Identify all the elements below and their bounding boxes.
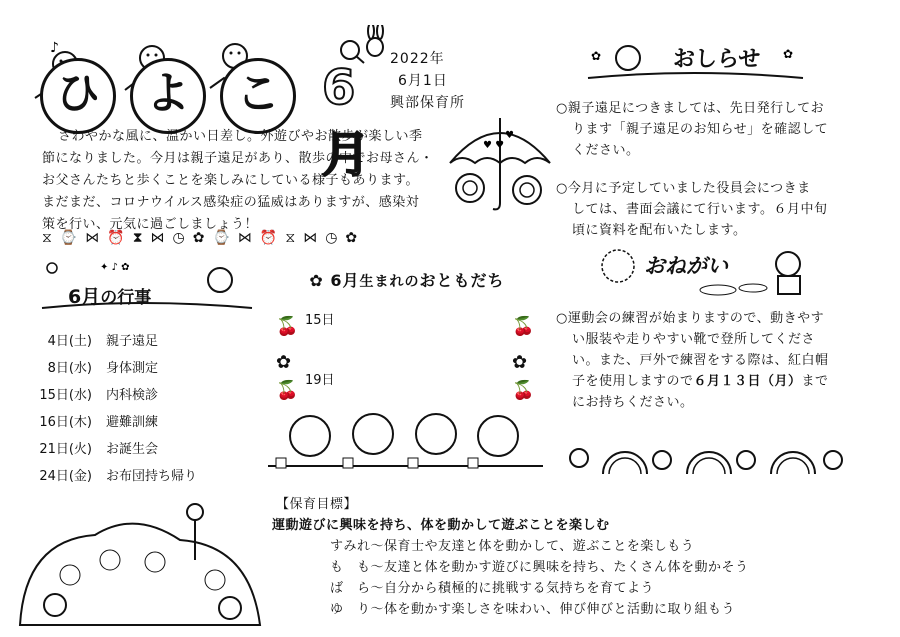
goal-label: すみれ xyxy=(330,539,371,554)
intro-line: お父さんたちと歩くことを楽しみにしている様子もあります。 xyxy=(42,173,419,188)
onegai-date-highlight: ６月１３日（月） xyxy=(693,374,802,389)
svg-text:♥: ♥ xyxy=(505,130,514,141)
event-name: お誕生会 xyxy=(106,442,159,457)
goal-text: ～友達と体を動かす遊びに興味を持ち、たくさん体を動かそう xyxy=(370,560,749,575)
alarm-clock-icon: ⏰ xyxy=(259,230,278,246)
hydrangea-kids-illustration xyxy=(15,500,265,630)
alarm-clock-icon: ⏰ xyxy=(107,230,125,246)
event-name: 避難訓練 xyxy=(106,415,159,430)
event-row xyxy=(0,434,260,461)
watch-icon: ⌚ xyxy=(212,230,230,246)
header-date-block xyxy=(390,48,465,114)
oshirase-line: ります「親子遠足のお知らせ」を確認して xyxy=(572,122,829,137)
intro-line: 策を行い、元気に過ごしましょう！ xyxy=(42,217,259,232)
svg-text:♥ ♥: ♥ ♥ xyxy=(483,140,505,151)
watch-icon: ⌚ xyxy=(59,230,78,246)
cherry-icon: 🍒 xyxy=(276,380,299,401)
event-row xyxy=(0,326,260,353)
event-date: 4日(土) xyxy=(47,334,92,349)
svg-text:♪: ♪ xyxy=(50,40,59,56)
cherry-icon: 🍒 xyxy=(512,316,535,337)
title-char-yo: よ xyxy=(130,58,206,134)
event-date: 21日(火) xyxy=(39,442,92,457)
onegai-line: ○運動会の練習が始まりますので、動きやす xyxy=(556,311,825,326)
goal-label: ゆ り xyxy=(330,602,371,617)
intro-line: まだまだ、コロナウイルス感染症の猛威はありますが、感染対 xyxy=(42,195,420,210)
hourglass-icon: ⧖ xyxy=(285,230,296,246)
bowtie-icon: ⋈ xyxy=(85,230,100,246)
rainbow-decoration xyxy=(565,436,855,480)
svg-text:✿: ✿ xyxy=(783,47,794,61)
goal-label: も も xyxy=(330,560,371,575)
events-title-month: 6月 xyxy=(68,286,101,308)
events-title-text: の行事 xyxy=(100,288,152,308)
goal-text: ～保育士や友達と体を動かして、遊ぶことを楽しもう xyxy=(370,539,695,554)
intro-line: 節になりました。今月は親子遠足があり、散歩の中でお母さん・ xyxy=(42,151,434,166)
oshirase-line: ○親子遠足につきましては、先日発行してお xyxy=(556,101,825,116)
events-list xyxy=(0,326,260,488)
clock-icon: ◷ xyxy=(325,230,338,246)
oshirase-line: ください。 xyxy=(572,143,640,158)
birthday-title-middle: 生まれの xyxy=(359,274,420,290)
flower-icon: ✿ xyxy=(345,230,358,246)
goal-text: ～体を動かす楽しさを味わい、伸び伸びと活動に取り組もう xyxy=(370,602,736,617)
event-date: 8日(水) xyxy=(47,361,92,376)
svg-text:✦ ♪ ✿: ✦ ♪ ✿ xyxy=(100,262,130,273)
birthday-title-month: 6月 xyxy=(330,271,360,290)
cherry-icon: 🍒 xyxy=(512,380,535,401)
oshirase-line: しては、書面会議にて行います。６月中旬 xyxy=(572,202,828,217)
oshirase-line: 頃に資料を配布いたします。 xyxy=(572,223,747,238)
event-row xyxy=(0,353,260,380)
event-date: 16日(木) xyxy=(39,415,92,430)
oshirase-heading xyxy=(583,40,808,90)
onegai-line-after: まで xyxy=(801,374,829,389)
goals-heading: 【保育目標】 xyxy=(276,497,358,512)
event-date: 15日(水) xyxy=(39,388,92,403)
goals-main: 運動遊びに興味を持ち、体を動かして遊ぶことを楽しむ xyxy=(272,518,610,533)
birthday-date: 19日 xyxy=(305,373,335,388)
goal-label: ば ら xyxy=(330,581,371,596)
flower-icon: ✿ xyxy=(192,230,205,246)
intro-paragraph xyxy=(42,126,442,236)
event-name: お布団持ち帰り xyxy=(106,469,198,484)
birthday-date: 15日 xyxy=(305,313,335,328)
flower-icon: ✿ xyxy=(512,352,528,373)
onegai-line-text: 子を使用しますので xyxy=(572,374,694,389)
events-title xyxy=(68,282,151,309)
oshirase-title: おしらせ xyxy=(673,47,761,72)
oshirase-item xyxy=(556,98,876,161)
event-row xyxy=(0,407,260,434)
birthday-section xyxy=(272,268,542,291)
events-heading xyxy=(40,258,255,320)
flower-icon: ✿ xyxy=(276,352,292,373)
goal-text: ～自分から積極的に挑戦する気持ちを育てよう xyxy=(370,581,655,596)
bowtie-icon: ⋈ xyxy=(150,230,165,246)
clock-icon: ◷ xyxy=(172,230,185,246)
event-name: 身体測定 xyxy=(106,361,159,376)
title-char-hi: ひ xyxy=(40,58,116,134)
onegai-line: い。また、戸外で練習をする際は、紅白帽 xyxy=(572,353,829,368)
cherry-icon: 🍒 xyxy=(276,316,299,337)
oshirase-item xyxy=(556,178,876,241)
umbrella-snails-illustration xyxy=(445,108,555,218)
event-name: 内科検診 xyxy=(106,388,159,403)
title-month: 6月 xyxy=(322,60,371,183)
goals-section xyxy=(272,494,872,620)
header-year: 2022年 xyxy=(390,51,445,67)
goal-item xyxy=(272,578,872,599)
header-school: 興部保育所 xyxy=(390,95,465,111)
svg-text:✿: ✿ xyxy=(591,49,602,63)
intro-line: さわやかな風に、温かい日差し。外遊びやお散歩が楽しい季 xyxy=(58,129,423,144)
goal-item xyxy=(272,599,872,620)
bowtie-icon: ⋈ xyxy=(237,230,252,246)
event-row xyxy=(0,380,260,407)
title-char-ko: こ xyxy=(220,58,296,134)
birthday-title xyxy=(272,268,542,291)
goal-item xyxy=(272,536,872,557)
onegai-heading xyxy=(598,244,813,300)
event-row xyxy=(0,461,260,488)
rabbit-icon xyxy=(330,25,390,65)
bowtie-icon: ⋈ xyxy=(303,230,318,246)
onegai-line: にお持ちください。 xyxy=(572,395,694,410)
oshirase-line: ○今月に予定していました役員会につきま xyxy=(556,181,811,196)
onegai-line: い服装や走りやすい靴で登所してくださ xyxy=(572,332,816,347)
event-date: 24日(金) xyxy=(39,469,92,484)
header-date: 6月1日 xyxy=(398,73,448,89)
birthday-title-end: おともだち xyxy=(419,271,505,290)
event-name: 親子遠足 xyxy=(106,334,159,349)
onegai-item xyxy=(556,308,876,413)
hourglass-icon: ⧖ xyxy=(42,230,52,246)
onegai-title: おねがい xyxy=(644,254,728,278)
hourglass-icon: ⧗ xyxy=(132,230,143,246)
kids-eating-illustration xyxy=(268,408,543,480)
decorative-divider xyxy=(42,230,442,246)
goal-item xyxy=(272,557,872,578)
birthday-flower-icon: ✿ xyxy=(309,271,324,290)
onegai-line xyxy=(556,371,876,392)
